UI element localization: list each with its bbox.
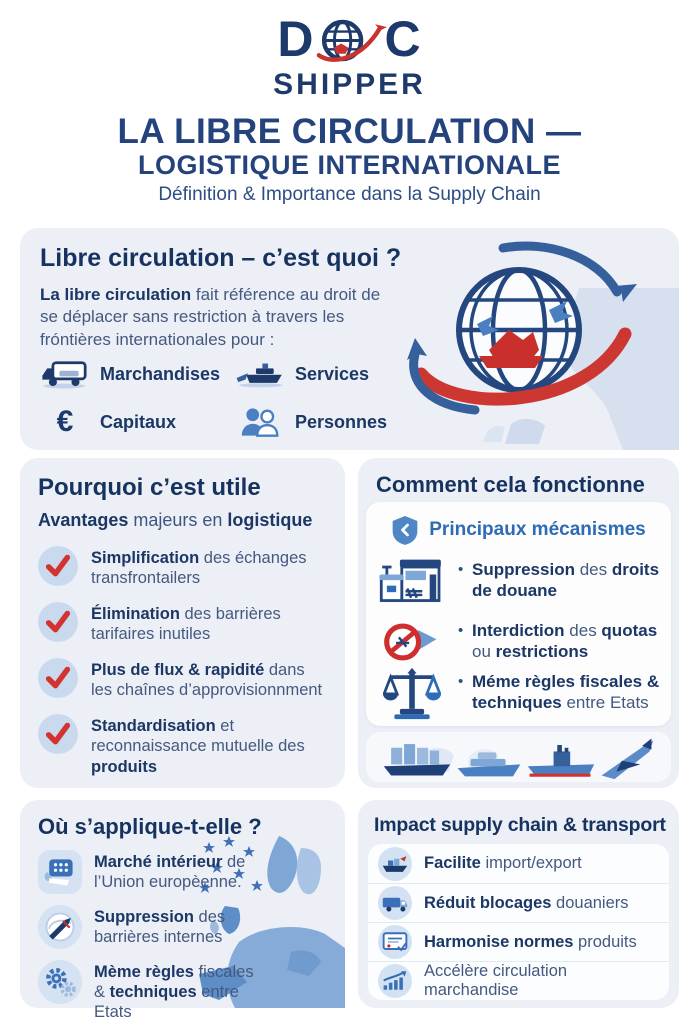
main-subtitle: Définition & Importance dans la Supply Chain (158, 184, 541, 205)
mechanisms-label: Principaux mécanismes (429, 519, 646, 540)
logo-wordmark: SHIPPER (273, 68, 426, 101)
delivery-van-icon (378, 886, 412, 920)
mechanisms-header (366, 514, 671, 546)
ship-icon (235, 356, 285, 392)
main-title-line2: LOGISTIQUE INTERNATIONALE (138, 150, 561, 180)
check-icon (38, 602, 78, 642)
list-item (38, 850, 268, 894)
section-why-card (20, 458, 345, 788)
logo-letter-d: D (277, 11, 315, 67)
transport-illustration (366, 732, 671, 782)
impact-item-text: Facilite import/export (424, 854, 582, 872)
customs-building-icon (366, 554, 458, 608)
shield-icon (391, 514, 419, 546)
advantage-text: Plus de flux & rapidité dans les chaînes d’approvisionnment (91, 660, 323, 700)
section-impact-card (358, 800, 679, 1008)
balance-scale-icon (366, 666, 458, 720)
check-icon (38, 658, 78, 698)
advantage-text: Standardisation et reconnaissance mutuelle des produits (91, 716, 305, 776)
logo-globe-icon (313, 9, 387, 69)
where-item-text: Mème règles fiscales & techniques entre Etats (94, 963, 254, 1022)
list-item (366, 666, 671, 720)
mechanism-text: • Interdiction des quotas ou restrictions (458, 621, 663, 662)
section-how-card (358, 458, 679, 788)
list-item (368, 883, 669, 922)
list-item (368, 961, 669, 1000)
advantage-text: Simplification des échanges transfrontailers (91, 549, 307, 588)
cargo-ship-icon (378, 847, 412, 881)
no-entry-icon (366, 620, 458, 664)
advantages-list (38, 546, 330, 777)
why-subtitle: Avantages majeurs en logistique (38, 510, 313, 530)
impact-panel (368, 844, 669, 1000)
transport-vehicles-icon (371, 733, 666, 781)
impact-item-text: Harmonise normes produits (424, 932, 637, 951)
what-body-text: La libre circulation fait référence au droit de se déplacer sans restriction à travers les fróntières internationales pour : (40, 285, 381, 349)
list-item (368, 844, 669, 883)
how-heading: Comment cela fonctionne (376, 472, 645, 497)
why-heading: Pourquoi c’est utile (38, 474, 261, 501)
list-item (366, 554, 671, 608)
impact-heading: Impact supply chain & transport (374, 814, 666, 836)
plane-route-icon (38, 905, 82, 949)
logo-letter-c: C (384, 11, 422, 67)
list-item (38, 658, 330, 701)
euro-icon: € (56, 405, 74, 438)
list-item (38, 714, 330, 777)
advantage-text: Élimination des barrières tarifaires inutiles (91, 604, 281, 644)
section-where-card (20, 800, 345, 1022)
truck-icon (40, 356, 90, 392)
where-heading: Où s’applique-t-elle ? (38, 814, 262, 839)
freedom-item-label: Capitaux (100, 411, 177, 432)
list-item (368, 922, 669, 961)
list-item (38, 602, 330, 645)
freedom-item-label: Services (295, 363, 370, 384)
check-icon (38, 714, 78, 754)
mechanisms-panel (366, 502, 671, 726)
freedom-item-goods (40, 356, 235, 392)
impact-item-text: Accélère circulation marchandise (424, 962, 568, 999)
eu-flag-icon (38, 850, 82, 894)
brand-header (0, 8, 699, 102)
freedom-item-capital (40, 404, 235, 440)
where-list (38, 850, 268, 1022)
where-item-text: Marché intérieur de l’Union europèenne. (94, 853, 246, 892)
list-item (38, 960, 268, 1022)
list-item (38, 905, 268, 949)
impact-item-text: Réduit blocages douaniers (424, 893, 629, 912)
mechanism-text: • Suppression des droits de douane (458, 560, 663, 601)
mechanism-text: • Méme règles fiscales & techniques entre Etats (458, 672, 663, 713)
people-icon (235, 404, 285, 440)
freedom-item-label: Marchandises (100, 363, 221, 384)
freedom-items-grid (40, 356, 430, 440)
check-icon (38, 546, 78, 586)
gears-icon (38, 960, 82, 1004)
growth-chart-icon (378, 964, 412, 998)
main-title-line1: LA LIBRE CIRCULATION — (117, 112, 582, 151)
section-what-card (20, 228, 679, 450)
globe-illustration (391, 228, 679, 450)
list-item (366, 620, 671, 664)
freedom-item-label: Personnes (295, 411, 388, 432)
docshipper-logo (0, 8, 699, 70)
what-heading: Libre circulation – c’est quoi ? (40, 244, 402, 272)
certificate-icon (378, 925, 412, 959)
list-item (38, 546, 330, 589)
where-item-text: Suppression des barrières internes (94, 908, 226, 947)
